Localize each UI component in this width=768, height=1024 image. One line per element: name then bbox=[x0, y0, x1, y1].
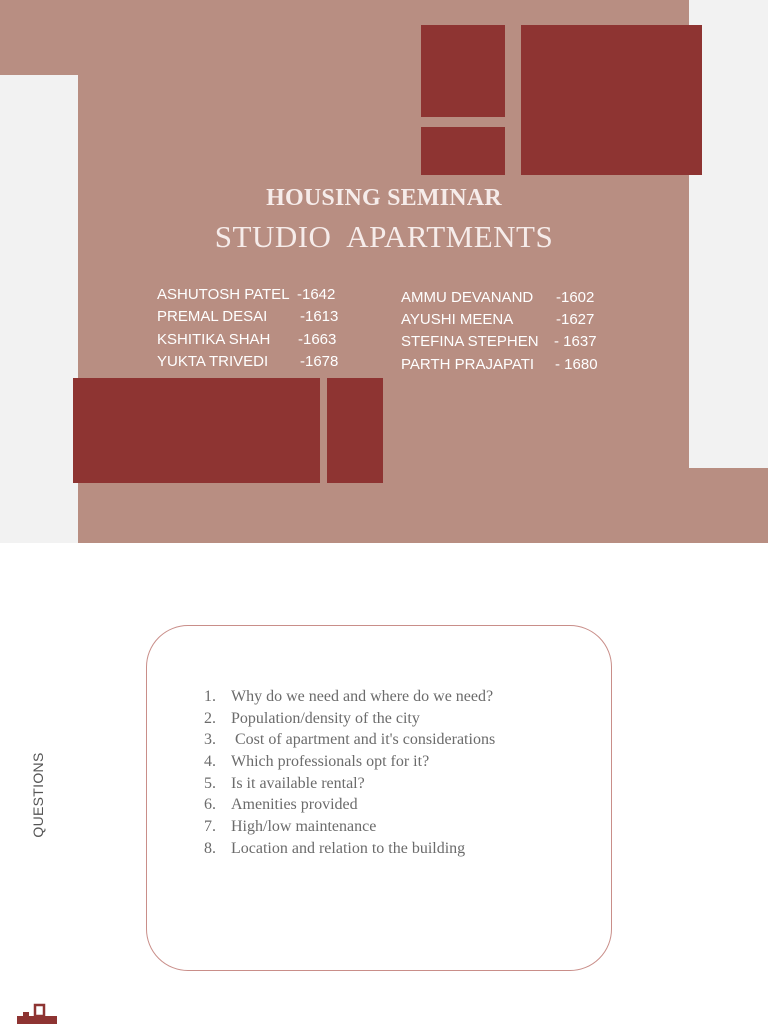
decor-block-small-bottom bbox=[421, 127, 505, 175]
member-row bbox=[401, 331, 621, 353]
decor-block-large-left bbox=[73, 378, 320, 483]
questions-side-label: QUESTIONS bbox=[30, 752, 46, 838]
member-row bbox=[157, 284, 357, 306]
list-item bbox=[204, 686, 495, 708]
member-id: -1678 bbox=[300, 353, 339, 370]
member-name: STEFINA STEPHEN bbox=[401, 333, 539, 350]
question-number: 3. bbox=[204, 731, 216, 749]
member-name: PARTH PRAJAPATI bbox=[401, 356, 535, 373]
member-row bbox=[401, 309, 621, 331]
question-number: 2. bbox=[204, 709, 216, 727]
question-text: Why do we need and where do we need? bbox=[231, 688, 494, 705]
decor-block-narrow-left bbox=[327, 378, 383, 483]
member-name: ASHUTOSH PATEL bbox=[157, 286, 290, 303]
question-text: Is it available rental? bbox=[231, 774, 365, 792]
list-item bbox=[204, 708, 495, 730]
member-name: AYUSHI MEENA bbox=[401, 311, 514, 328]
list-item bbox=[204, 838, 495, 860]
background-panel-corner bbox=[689, 468, 768, 543]
member-id: -1663 bbox=[298, 331, 337, 348]
slide-subtitle: STUDIO APARTMENTS bbox=[214, 219, 554, 254]
question-number: 4. bbox=[204, 753, 216, 771]
question-text: Amenities provided bbox=[231, 796, 358, 814]
member-id: - 1637 bbox=[554, 333, 597, 350]
question-number: 5. bbox=[204, 774, 216, 792]
member-id: -1627 bbox=[556, 311, 595, 328]
question-number: 1. bbox=[204, 688, 216, 705]
member-id: -1613 bbox=[300, 308, 339, 325]
member-name: KSHITIKA SHAH bbox=[157, 331, 271, 348]
member-row bbox=[157, 306, 357, 328]
list-item bbox=[204, 751, 495, 773]
member-name: PREMAL DESAI bbox=[157, 308, 268, 325]
list-item bbox=[204, 729, 495, 751]
building-logo-icon bbox=[17, 1002, 57, 1024]
decor-block-small-top bbox=[421, 25, 505, 117]
list-item bbox=[204, 816, 495, 838]
member-row bbox=[401, 354, 621, 376]
member-name: YUKTA TRIVEDI bbox=[157, 353, 269, 370]
list-item bbox=[204, 794, 495, 816]
slide-title: HOUSING SEMINAR bbox=[266, 185, 502, 211]
member-id: -1602 bbox=[556, 289, 595, 306]
question-text: Cost of apartment and it's considerations bbox=[231, 731, 496, 749]
list-item bbox=[204, 773, 495, 795]
member-row bbox=[157, 329, 357, 351]
member-id: -1642 bbox=[297, 286, 336, 303]
member-name: AMMU DEVANAND bbox=[401, 289, 534, 306]
question-number: 7. bbox=[204, 818, 216, 836]
questions-list bbox=[204, 686, 495, 860]
question-text: Population/density of the city bbox=[231, 709, 420, 727]
decor-block-large-right bbox=[521, 25, 702, 175]
question-number: 8. bbox=[204, 839, 216, 857]
question-text: Location and relation to the building bbox=[231, 839, 466, 857]
member-row bbox=[157, 351, 357, 373]
question-text: High/low maintenance bbox=[231, 818, 377, 836]
member-id: - 1680 bbox=[555, 356, 598, 373]
question-text: Which professionals opt for it? bbox=[231, 753, 430, 771]
member-row bbox=[401, 287, 621, 309]
question-number: 6. bbox=[204, 796, 216, 814]
